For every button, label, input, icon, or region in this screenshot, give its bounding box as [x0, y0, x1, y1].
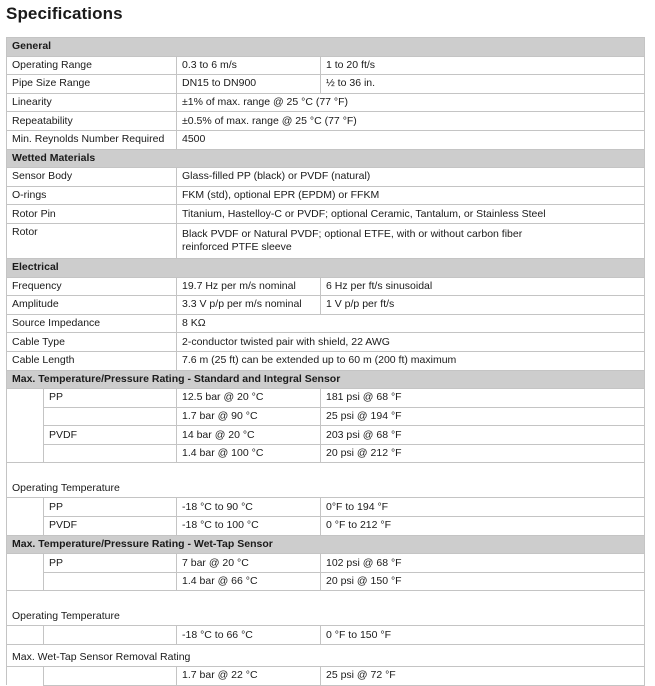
- metric-value: 1.7 bar @ 90 °C: [177, 407, 321, 426]
- imperial-value: 20 psi @ 212 °F: [321, 444, 645, 463]
- imperial-value: 6 Hz per ft/s sinusoidal: [321, 277, 645, 296]
- table-row: [7, 351, 645, 370]
- table-row: [7, 277, 645, 296]
- metric-value: 0.3 to 6 m/s: [177, 56, 321, 75]
- row-label: O-rings: [7, 186, 177, 205]
- indent-cell: [7, 626, 44, 645]
- metric-value: 19.7 Hz per m/s nominal: [177, 277, 321, 296]
- row-label: Min. Reynolds Number Required: [7, 130, 177, 149]
- row-value: Titanium, Hastelloy-C or PVDF; optional Ceramic, Tantalum, or Stainless Steel: [177, 205, 645, 224]
- row-label: Pipe Size Range: [7, 75, 177, 94]
- table-row: [7, 554, 645, 573]
- material-label: PP: [44, 498, 177, 517]
- material-label: PVDF: [44, 517, 177, 536]
- section-title: Electrical: [7, 258, 645, 277]
- indent-cell: [7, 572, 44, 591]
- row-value: ±1% of max. range @ 25 °C (77 °F): [177, 93, 645, 112]
- section-title: Max. Temperature/Pressure Rating - Standard and Integral Sensor: [7, 370, 645, 389]
- metric-value: -18 °C to 90 °C: [177, 498, 321, 517]
- metric-value: 3.3 V p/p per m/s nominal: [177, 296, 321, 315]
- row-label: Source Impedance: [7, 314, 177, 333]
- row-value: ±0.5% of max. range @ 25 °C (77 °F): [177, 112, 645, 131]
- table-row: [7, 333, 645, 352]
- imperial-value: 1 to 20 ft/s: [321, 56, 645, 75]
- table-row: [7, 56, 645, 75]
- section-header-temp-wet-tap: [7, 535, 645, 554]
- section-title: General: [7, 38, 645, 57]
- table-row: [7, 75, 645, 94]
- metric-value: 7 bar @ 20 °C: [177, 554, 321, 573]
- row-label: Rotor Pin: [7, 205, 177, 224]
- row-value: FKM (std), optional EPR (EPDM) or FFKM: [177, 186, 645, 205]
- material-label-empty: [44, 667, 177, 686]
- section-title: Max. Temperature/Pressure Rating - Wet-Tap Sensor: [7, 535, 645, 554]
- table-row: [7, 517, 645, 536]
- metric-value: 1.4 bar @ 100 °C: [177, 444, 321, 463]
- indent-cell: [7, 444, 44, 463]
- metric-value: 12.5 bar @ 20 °C: [177, 389, 321, 408]
- imperial-value: 0 °F to 150 °F: [321, 626, 645, 645]
- imperial-value: 0 °F to 212 °F: [321, 517, 645, 536]
- table-row: [7, 444, 645, 463]
- indent-cell: [7, 554, 44, 573]
- section-title: Wetted Materials: [7, 149, 645, 168]
- imperial-value: 203 psi @ 68 °F: [321, 426, 645, 445]
- material-label-empty: [44, 572, 177, 591]
- table-row: [7, 314, 645, 333]
- imperial-value: 25 psi @ 72 °F: [321, 667, 645, 686]
- row-value: 7.6 m (25 ft) can be extended up to 60 m (200 ft) maximum: [177, 351, 645, 370]
- indent-cell: [7, 667, 44, 686]
- table-row: [7, 463, 645, 498]
- table-row: [7, 93, 645, 112]
- metric-value: -18 °C to 66 °C: [177, 626, 321, 645]
- section-header-electrical: [7, 258, 645, 277]
- row-label: Frequency: [7, 277, 177, 296]
- table-row: [7, 205, 645, 224]
- table-row: [7, 112, 645, 131]
- page-title: Specifications: [6, 4, 123, 23]
- row-label: Cable Type: [7, 333, 177, 352]
- row-label: Operating Range: [7, 56, 177, 75]
- metric-value: 1.7 bar @ 22 °C: [177, 667, 321, 686]
- row-label: Sensor Body: [7, 168, 177, 187]
- subheading: Operating Temperature: [7, 463, 645, 498]
- imperial-value: 181 psi @ 68 °F: [321, 389, 645, 408]
- specifications-table: [6, 37, 645, 686]
- section-header-temp-standard: [7, 370, 645, 389]
- subheading: Max. Wet-Tap Sensor Removal Rating: [7, 645, 645, 667]
- row-value: 8 KΩ: [177, 314, 645, 333]
- row-label: Cable Length: [7, 351, 177, 370]
- row-value: 4500: [177, 130, 645, 149]
- table-row: [7, 186, 645, 205]
- metric-value: -18 °C to 100 °C: [177, 517, 321, 536]
- subheading: Operating Temperature: [7, 591, 645, 626]
- table-row: [7, 168, 645, 187]
- table-row: [7, 296, 645, 315]
- table-row: [7, 130, 645, 149]
- table-row: [7, 426, 645, 445]
- indent-cell: [7, 517, 44, 536]
- indent-cell: [7, 426, 44, 445]
- metric-value: DN15 to DN900: [177, 75, 321, 94]
- material-label: PP: [44, 554, 177, 573]
- table-row: [7, 498, 645, 517]
- material-label-empty: [44, 444, 177, 463]
- metric-value: 14 bar @ 20 °C: [177, 426, 321, 445]
- imperial-value: 25 psi @ 194 °F: [321, 407, 645, 426]
- row-label: Repeatability: [7, 112, 177, 131]
- table-row: [7, 407, 645, 426]
- row-label: Linearity: [7, 93, 177, 112]
- material-label: PVDF: [44, 426, 177, 445]
- table-row: [7, 389, 645, 408]
- section-header-wetted: [7, 149, 645, 168]
- imperial-value: 1 V p/p per ft/s: [321, 296, 645, 315]
- row-value: Black PVDF or Natural PVDF; optional ETFE, with or without carbon fiber reinforced PTFE sleeve: [177, 223, 645, 258]
- row-value: 2-conductor twisted pair with shield, 22 AWG: [177, 333, 645, 352]
- table-row: [7, 626, 645, 645]
- indent-cell: [7, 498, 44, 517]
- table-row: [7, 667, 645, 686]
- table-row: [7, 591, 645, 626]
- indent-cell: [7, 407, 44, 426]
- material-label-empty: [44, 626, 177, 645]
- metric-value: 1.4 bar @ 66 °C: [177, 572, 321, 591]
- row-value: Glass-filled PP (black) or PVDF (natural): [177, 168, 645, 187]
- imperial-value: 20 psi @ 150 °F: [321, 572, 645, 591]
- imperial-value: 0°F to 194 °F: [321, 498, 645, 517]
- material-label-empty: [44, 407, 177, 426]
- row-label: Rotor: [7, 223, 177, 258]
- section-header-general: [7, 38, 645, 57]
- material-label: PP: [44, 389, 177, 408]
- row-label: Amplitude: [7, 296, 177, 315]
- table-row: [7, 645, 645, 667]
- table-row: [7, 223, 645, 258]
- imperial-value: ½ to 36 in.: [321, 75, 645, 94]
- table-row: [7, 572, 645, 591]
- indent-cell: [7, 389, 44, 408]
- imperial-value: 102 psi @ 68 °F: [321, 554, 645, 573]
